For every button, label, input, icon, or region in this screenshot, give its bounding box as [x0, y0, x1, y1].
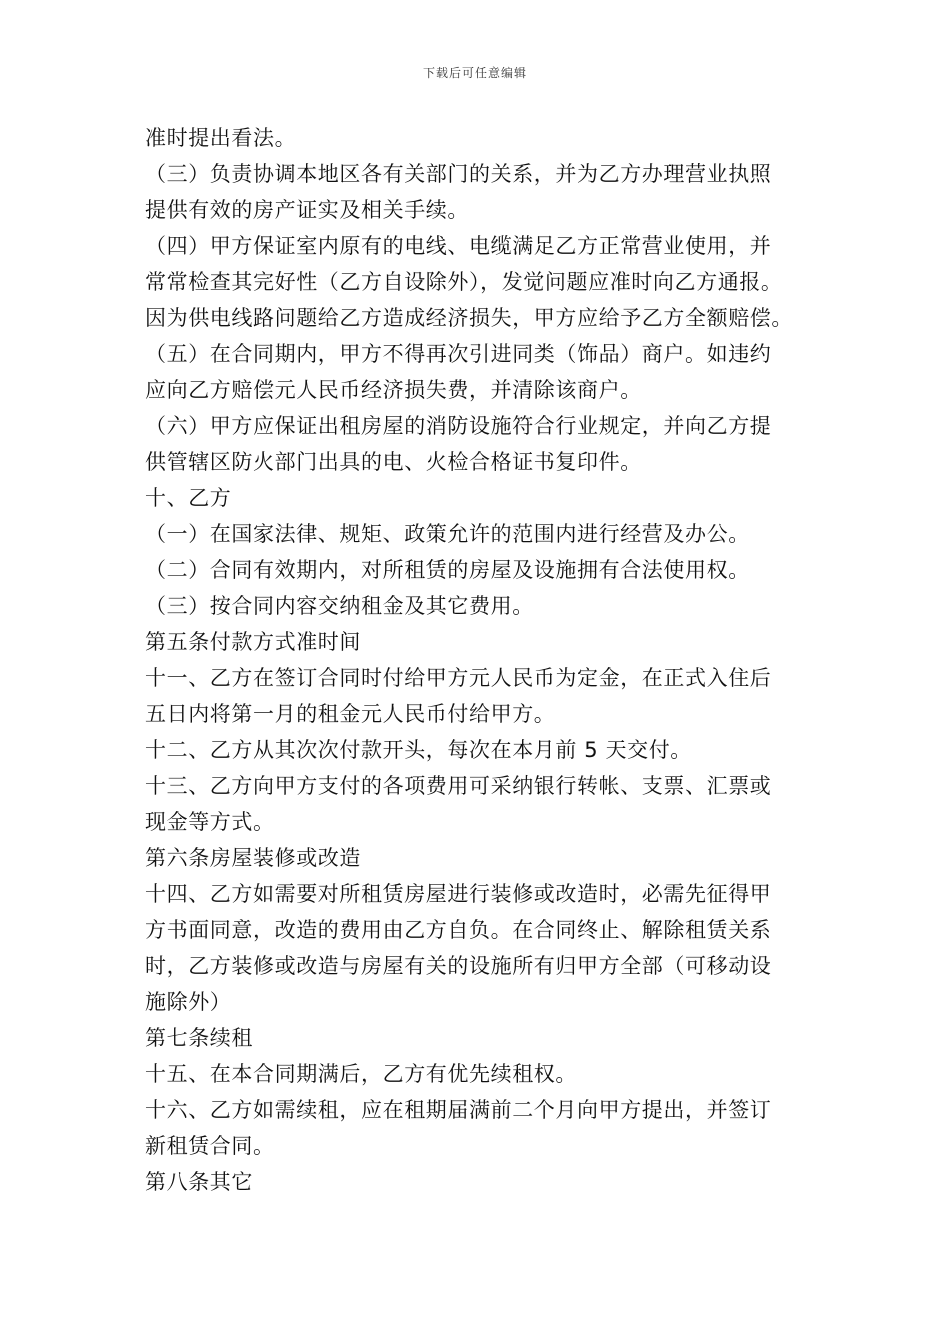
- text-line: 时，乙方装修或改造与房屋有关的设施所有归甲方全部（可移动设: [145, 954, 772, 978]
- text-line: 十四、乙方如需要对所租赁房屋进行装修或改造时，必需先征得甲: [145, 882, 772, 906]
- article-heading: 第五条付款方式准时间: [145, 630, 361, 654]
- text-line: 十六、乙方如需续租，应在租期届满前二个月向甲方提出，并签订: [145, 1098, 772, 1122]
- text-line: 五日内将第一月的租金元人民币付给甲方。: [145, 702, 556, 726]
- section-heading: 十、乙方: [145, 486, 232, 510]
- text-line: （三）负责协调本地区各有关部门的关系，并为乙方办理营业执照: [145, 162, 772, 186]
- text-line: 现金等方式。: [145, 810, 275, 834]
- text-line: 方书面同意，改造的费用由乙方自负。在合同终止、解除租赁关系: [145, 918, 772, 942]
- article-heading: 第八条其它: [145, 1170, 253, 1194]
- text-line: 因为供电线路问题给乙方造成经济损失，甲方应给予乙方全额赔偿。: [145, 306, 793, 330]
- page-header: 下载后可任意编辑: [422, 66, 527, 80]
- text-line: （六）甲方应保证出租房屋的消防设施符合行业规定，并向乙方提: [145, 414, 772, 438]
- text-line: 提供有效的房产证实及相关手续。: [145, 198, 469, 222]
- text-line: （二）合同有效期内，对所租赁的房屋及设施拥有合法使用权。: [145, 558, 750, 582]
- text-line: （一）在国家法律、规矩、政策允许的范围内进行经营及办公。: [145, 522, 750, 546]
- text-line: 新租赁合同。: [145, 1134, 275, 1158]
- document-body: [145, 120, 825, 1200]
- text-line: 供管辖区防火部门出具的电、火检合格证书复印件。: [145, 450, 642, 474]
- text-line: （五）在合同期内，甲方不得再次引进同类（饰品）商户。如违约: [145, 342, 772, 366]
- text-line: （三）按合同内容交纳租金及其它费用。: [145, 594, 534, 618]
- text-line: 施除外）: [145, 990, 232, 1014]
- text-line: 常常检查其完好性（乙方自设除外），发觉问题应准时向乙方通报。: [145, 270, 783, 294]
- article-heading: 第六条房屋装修或改造: [145, 846, 361, 870]
- text-line: 十三、乙方向甲方支付的各项费用可采纳银行转帐、支票、汇票或: [145, 774, 772, 798]
- text-line: 十五、在本合同期满后，乙方有优先续租权。: [145, 1062, 577, 1086]
- text-line: 应向乙方赔偿元人民币经济损失费，并清除该商户。: [145, 378, 642, 402]
- text-line: 十二、乙方从其次次付款开头，每次在本月前 5 天交付。: [145, 738, 692, 762]
- text-line: 十一、乙方在签订合同时付给甲方元人民币为定金，在正式入住后: [145, 666, 772, 690]
- text-line: 准时提出看法。: [145, 126, 297, 150]
- text-line: （四）甲方保证室内原有的电线、电缆满足乙方正常营业使用，并: [145, 234, 772, 258]
- article-heading: 第七条续租: [145, 1026, 253, 1050]
